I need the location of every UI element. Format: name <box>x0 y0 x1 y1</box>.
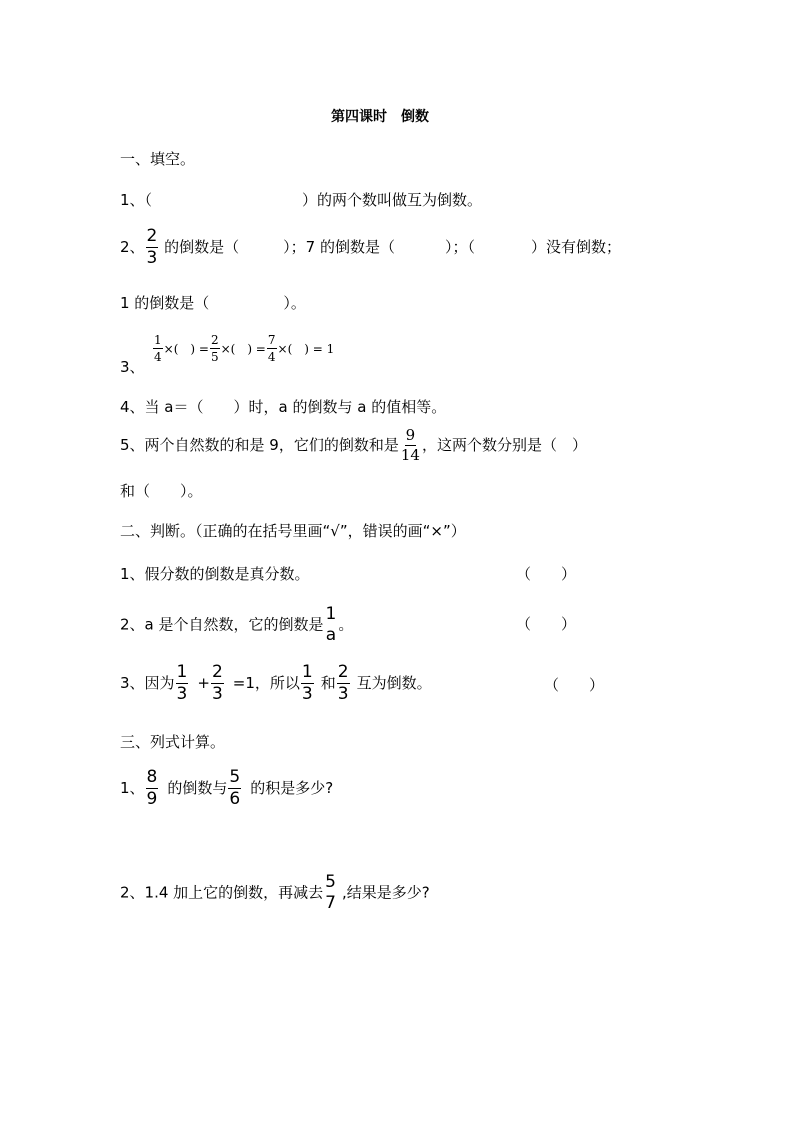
section-heading-fill-blank: 一、填空。 <box>120 150 196 168</box>
c1-mid: 的倒数与 <box>167 779 228 797</box>
fill-question-3-label: 3、 <box>120 358 145 376</box>
page-title: 第四课时 倒数 <box>331 109 429 125</box>
q2b-pre: 1 的倒数是（ <box>120 294 210 312</box>
fraction-1-4: $\frac{1}{4}$ <box>154 333 162 364</box>
q3-part3: ×( ) = 1 <box>277 342 335 356</box>
fill-question-3-equation <box>152 334 334 363</box>
q2-pre: 2、 <box>120 238 145 256</box>
j2-pre: 2、a 是个自然数，它的倒数是 <box>120 615 324 634</box>
fraction-7-4: $\frac{7}{4}$ <box>267 333 276 364</box>
fraction-2-3-a: $\frac{2}{3}$ <box>211 662 223 704</box>
q1-pre: 1、（ <box>120 191 153 209</box>
section-heading-judge: 二、判断。（正确的在括号里画“√”，错误的画“×”） <box>120 522 466 540</box>
j3-pre: 3、因为 <box>120 674 175 692</box>
judge-question-3 <box>120 664 432 703</box>
q2-c: ）；（ <box>444 238 475 256</box>
q1-post: ）的两个数叫做互为倒数。 <box>302 191 483 209</box>
section-heading-calculate: 三、列式计算。 <box>120 733 226 751</box>
c2-pre: 2、1.4 加上它的倒数，再减去 <box>120 883 324 902</box>
c2-post: ,结果是多少? <box>342 883 430 902</box>
fraction-5-6: $\frac{5}{6}$ <box>229 767 241 809</box>
fill-question-2b <box>120 296 306 311</box>
judge-question-1: 1、假分数的倒数是真分数。 <box>120 565 310 583</box>
q2b-post: ）。 <box>283 294 306 312</box>
fill-question-1 <box>120 193 482 208</box>
j3-plus: + <box>197 674 210 692</box>
fill-question-5 <box>120 428 587 463</box>
judge-answer-paren-2[interactable]: （ ） <box>516 615 577 633</box>
j3-eq: =1，所以 <box>232 674 300 692</box>
judge-answer-paren-3[interactable]: （ ） <box>544 676 605 694</box>
q5-pre: 5、两个自然数的和是 9，它们的倒数和是 <box>120 436 399 454</box>
fraction-9-14: $\frac{9}{14}$ <box>400 426 420 464</box>
fill-question-4: 4、当 a＝（ ）时，a 的倒数与 a 的值相等。 <box>120 398 447 416</box>
j3-and: 和 <box>320 674 336 692</box>
q5-post: ，这两个数分别是（ ） <box>421 436 587 454</box>
fraction-1-3-b: $\frac{1}{3}$ <box>301 662 313 704</box>
judge-question-2 <box>120 606 353 644</box>
judge-answer-paren-1[interactable]: （ ） <box>516 565 577 583</box>
q2-d: ）没有倒数； <box>531 238 622 256</box>
j3-post: 互为倒数。 <box>356 674 432 692</box>
fraction-8-9: $\frac{8}{9}$ <box>146 767 158 809</box>
fill-question-5b: 和（ ）。 <box>120 482 203 500</box>
fraction-2-3-b: $\frac{2}{3}$ <box>337 662 349 704</box>
q3-part2: ×( ) = <box>220 342 266 356</box>
c1-pre: 1、 <box>120 779 145 797</box>
fraction-2-5: $\frac{2}{5}$ <box>210 333 219 364</box>
c1-post: 的积是多少? <box>250 779 334 797</box>
q2-a: 的倒数是（ <box>164 238 240 256</box>
fraction-1-3-a: $\frac{1}{3}$ <box>176 662 188 704</box>
fraction-5-7: 5 7 <box>325 872 336 913</box>
fill-question-2 <box>120 228 621 267</box>
calc-question-2 <box>120 874 430 912</box>
fraction-2-3: $\frac{2}{3}$ <box>146 226 158 268</box>
j2-post: 。 <box>338 615 354 634</box>
fraction-1-a: 1 a <box>325 604 337 645</box>
q3-part1: ×( ) = <box>163 342 209 356</box>
q2-b: ）；7 的倒数是（ <box>283 238 395 256</box>
calc-question-1 <box>120 769 333 808</box>
